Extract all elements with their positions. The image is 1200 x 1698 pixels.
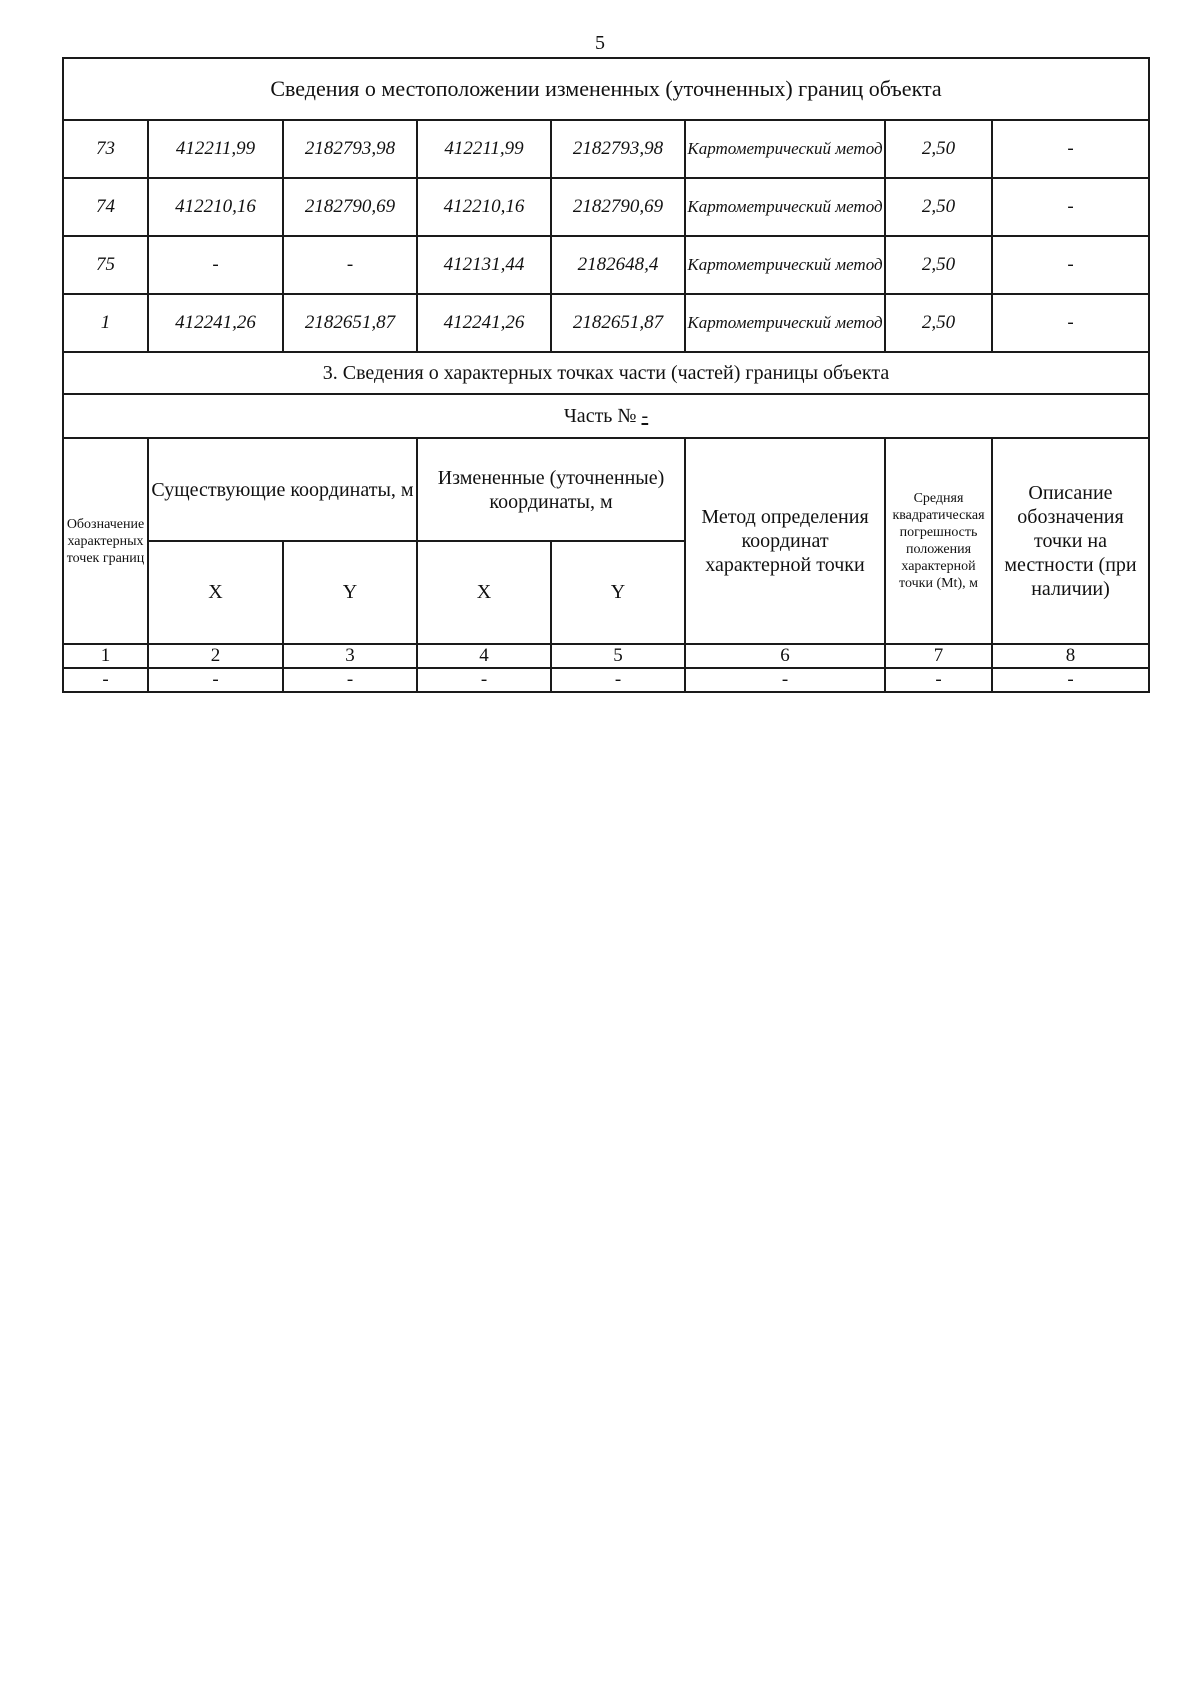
existing-x: - xyxy=(148,236,283,294)
table-row xyxy=(63,236,1149,294)
changed-x: 412211,99 xyxy=(417,120,551,178)
point-number: 1 xyxy=(63,294,148,352)
existing-y: 2182790,69 xyxy=(283,178,417,236)
page-number: 5 xyxy=(595,32,605,54)
header-changed-x: X xyxy=(417,541,551,644)
header-existing-coordinates: Существующие координаты, м xyxy=(148,438,417,541)
method: Картометрический метод xyxy=(685,120,885,178)
changed-y: 2182651,87 xyxy=(551,294,685,352)
column-number: 3 xyxy=(283,644,417,668)
existing-x: 412211,99 xyxy=(148,120,283,178)
mean-error: 2,50 xyxy=(885,294,992,352)
changed-x: 412131,44 xyxy=(417,236,551,294)
header-changed-coordinates: Измененные (уточненные) координаты, м xyxy=(417,438,685,541)
table-row xyxy=(63,120,1149,178)
changed-y: 2182648,4 xyxy=(551,236,685,294)
header-mean-error: Средняя квадратическая погрешность положения характерной точки (Mt), м xyxy=(885,438,992,644)
header-changed-y: Y xyxy=(551,541,685,644)
table-row xyxy=(63,294,1149,352)
changed-y: 2182790,69 xyxy=(551,178,685,236)
description: - xyxy=(992,178,1149,236)
column-number: 5 xyxy=(551,644,685,668)
header-existing-x: X xyxy=(148,541,283,644)
column-numbers-row xyxy=(63,644,1149,668)
column-number: 2 xyxy=(148,644,283,668)
description: - xyxy=(992,294,1149,352)
existing-y: - xyxy=(283,236,417,294)
existing-x: 412241,26 xyxy=(148,294,283,352)
column-number: 1 xyxy=(63,644,148,668)
header-description: Описание обозначения точки на местности (при наличии) xyxy=(992,438,1149,644)
changed-x: 412241,26 xyxy=(417,294,551,352)
table-title: Сведения о местоположении измененных (уточненных) границ объекта xyxy=(63,58,1149,120)
cell: - xyxy=(885,668,992,692)
boundary-table xyxy=(62,57,1150,693)
existing-y: 2182651,87 xyxy=(283,294,417,352)
cell: - xyxy=(283,668,417,692)
point-number: 73 xyxy=(63,120,148,178)
point-number: 75 xyxy=(63,236,148,294)
method: Картометрический метод xyxy=(685,178,885,236)
mean-error: 2,50 xyxy=(885,236,992,294)
point-number: 74 xyxy=(63,178,148,236)
table-row xyxy=(63,668,1149,692)
cell: - xyxy=(63,668,148,692)
column-number: 7 xyxy=(885,644,992,668)
changed-y: 2182793,98 xyxy=(551,120,685,178)
mean-error: 2,50 xyxy=(885,178,992,236)
mean-error: 2,50 xyxy=(885,120,992,178)
cell: - xyxy=(417,668,551,692)
table-row xyxy=(63,178,1149,236)
cell: - xyxy=(551,668,685,692)
changed-x: 412210,16 xyxy=(417,178,551,236)
cell: - xyxy=(685,668,885,692)
existing-x: 412210,16 xyxy=(148,178,283,236)
method: Картометрический метод xyxy=(685,294,885,352)
method: Картометрический метод xyxy=(685,236,885,294)
header-point-designation: Обозначение характерных точек границ xyxy=(63,438,148,644)
column-number: 4 xyxy=(417,644,551,668)
description: - xyxy=(992,236,1149,294)
column-number: 6 xyxy=(685,644,885,668)
column-number: 8 xyxy=(992,644,1149,668)
description: - xyxy=(992,120,1149,178)
cell: - xyxy=(992,668,1149,692)
header-existing-y: Y xyxy=(283,541,417,644)
part-number xyxy=(63,394,1149,438)
existing-y: 2182793,98 xyxy=(283,120,417,178)
part-label: Часть № xyxy=(563,404,637,427)
section-title: 3. Сведения о характерных точках части (частей) границы объекта xyxy=(63,352,1149,394)
header-method: Метод определения координат характерной точки xyxy=(685,438,885,644)
part-value: - xyxy=(641,404,649,427)
cell: - xyxy=(148,668,283,692)
